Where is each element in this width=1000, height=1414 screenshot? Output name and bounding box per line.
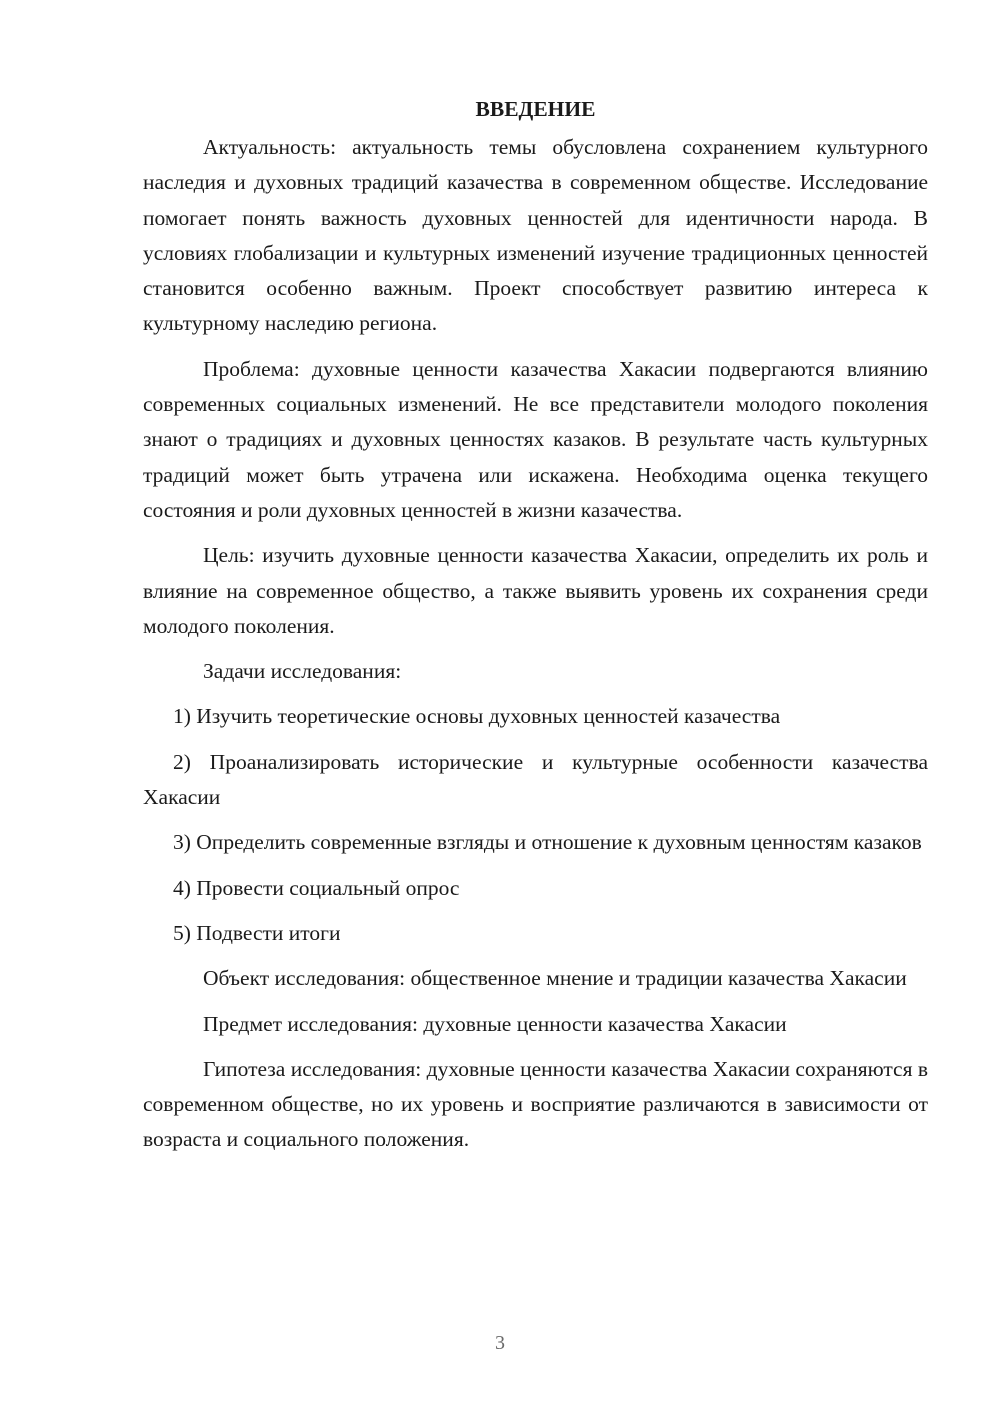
object-paragraph: Объект исследования: общественное мнение и традиции казачества Хакасии (203, 966, 907, 991)
problem-paragraph: Проблема: духовные ценности казачества Хакасии подвергаются влиянию современных социальных изменений. Не все представители молодого поколения знают о традициях и духовных ценностях казаков. В результате часть культурных традиций может быть утрачена или искажена. Необходима оценка текущего состояния и роли духовных ценностей в жизни казачества. (143, 356, 928, 522)
subject-paragraph: Предмет исследования: духовные ценности казачества Хакасии (203, 1011, 787, 1036)
page-number: 3 (495, 1332, 505, 1354)
task-item-5: 5) Подвести итоги (173, 920, 341, 945)
goal-paragraph: Цель: изучить духовные ценности казачества Хакасии, определить их роль и влияние на современное общество, а также выявить уровень их сохранения среди молодого поколения. (143, 543, 928, 638)
task-item-2: 2) Проанализировать исторические и культурные особенности казачества Хакасии (143, 749, 928, 810)
task-item-4: 4) Провести социальный опрос (173, 875, 460, 900)
relevance-paragraph: Актуальность: актуальность темы обусловлена сохранением культурного наследия и духовных традиций казачества в современном обществе. Исследование помогает понять важность духовных ценностей для идентичности народа. В условиях глобализации и культурных изменений изучение традиционных ценностей становится особенно важным. Проект способствует развитию интереса к культурному наследию региона. (143, 135, 928, 336)
task-item-1: 1) Изучить теоретические основы духовных ценностей казачества (173, 704, 781, 729)
hypothesis-paragraph: Гипотеза исследования: духовные ценности казачества Хакасии сохраняются в современном обществе, но их уровень и восприятие различаются в зависимости от возраста и социального положения. (143, 1056, 928, 1152)
tasks-heading: Задачи исследования: (203, 659, 402, 684)
section-heading: ВВЕДЕНИЕ (475, 97, 596, 121)
task-item-3: 3) Определить современные взгляды и отношение к духовным ценностям казаков (173, 830, 922, 855)
document-page (143, 92, 928, 1168)
